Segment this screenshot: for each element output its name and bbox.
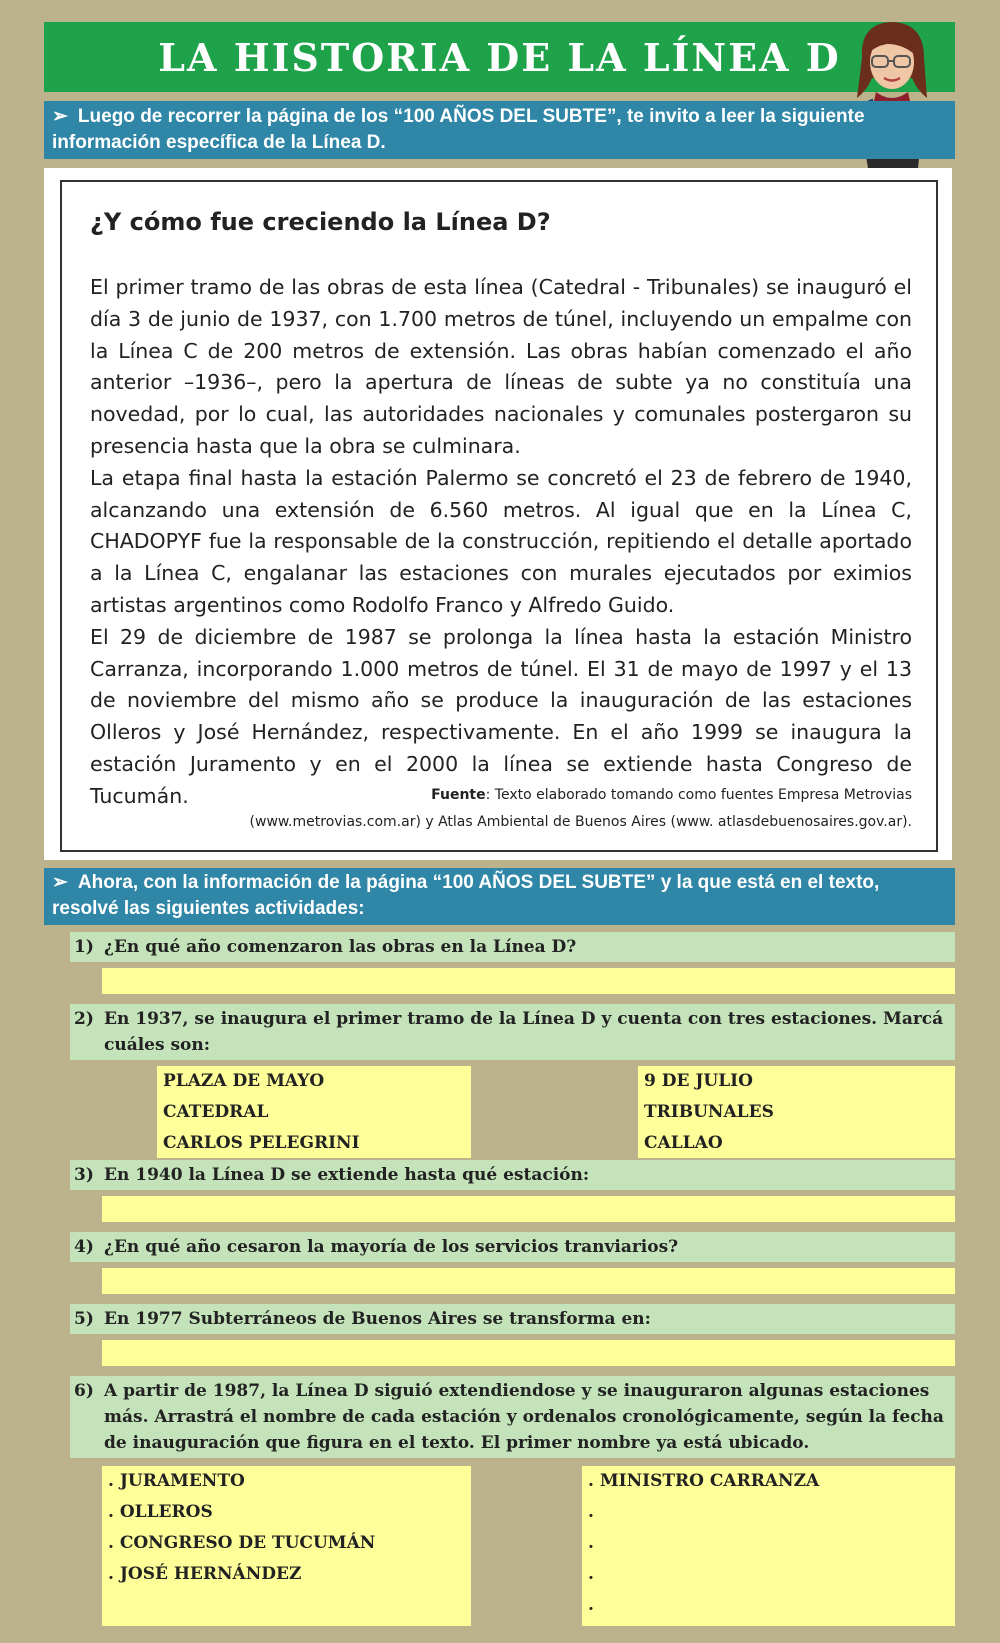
intro-text: Luego de recorrer la página de los “100 AÑOS DEL SUBTE”, te invito a leer la siguiente información específica de la Línea D. bbox=[52, 106, 865, 153]
answer-field-3[interactable] bbox=[102, 1196, 955, 1222]
drag-item-jose-hernandez[interactable]: . JOSÉ HERNÁNDEZ bbox=[108, 1564, 302, 1584]
question-6 bbox=[70, 1376, 955, 1458]
question-text: En 1940 la Línea D se extiende hasta qué estación: bbox=[104, 1165, 590, 1185]
question-number: 3) bbox=[74, 1165, 94, 1185]
question-text: ¿En qué año cesaron la mayoría de los servicios tranviarios? bbox=[104, 1237, 679, 1257]
options-left bbox=[157, 1066, 471, 1158]
answer-field-5[interactable] bbox=[102, 1340, 955, 1366]
question-3 bbox=[70, 1160, 955, 1190]
source-label: Fuente bbox=[431, 787, 486, 803]
source-line-1 bbox=[90, 787, 912, 803]
activities-banner bbox=[44, 868, 955, 925]
drop-slot-5[interactable]: . bbox=[588, 1595, 594, 1615]
question-number: 2) bbox=[74, 1009, 94, 1029]
question-text: En 1937, se inaugura el primer tramo de la Línea D y cuenta con tres estaciones. Marcá cuáles son: bbox=[104, 1009, 944, 1055]
question-text: A partir de 1987, la Línea D siguió extendiendose y se inauguraron algunas estaciones más. Arrastrá el nombre de cada estación y ordenalos cronológicamente, según la fecha de inauguración que figura en el texto. El primer nombre ya está ubicado. bbox=[104, 1381, 944, 1453]
question-number: 4) bbox=[74, 1237, 94, 1257]
drop-slot-3[interactable]: . bbox=[588, 1533, 594, 1553]
question-number: 1) bbox=[74, 937, 94, 957]
drag-item-juramento[interactable]: . JURAMENTO bbox=[108, 1471, 245, 1491]
intro-banner bbox=[44, 101, 955, 159]
drag-source-list bbox=[102, 1466, 471, 1626]
option-tribunales[interactable]: TRIBUNALES bbox=[644, 1102, 774, 1122]
drag-item-congreso-de-tucuman[interactable]: . CONGRESO DE TUCUMÁN bbox=[108, 1533, 376, 1553]
answer-field-4[interactable] bbox=[102, 1268, 955, 1294]
arrow-bullet-icon: ➢ bbox=[52, 872, 68, 893]
reading-title: ¿Y cómo fue creciendo la Línea D? bbox=[90, 208, 551, 236]
options-right bbox=[638, 1066, 955, 1158]
question-number: 5) bbox=[74, 1309, 94, 1329]
arrow-bullet-icon: ➢ bbox=[52, 106, 68, 127]
reading-paragraph-3: El 29 de diciembre de 1987 se prolonga la línea hasta la estación Ministro Carranza, incorporando 1.000 metros de túnel. El 31 de mayo de 1997 y el 13 de noviembre del mismo año se produce la inauguración de las estaciones Olleros y José Hernández, respectivamente. En el año 1999 se inaugura la estación Juramento y en el 2000 la línea se extiende hasta Congreso de Tucumán. bbox=[90, 624, 912, 808]
drag-item-olleros[interactable]: . OLLEROS bbox=[108, 1502, 213, 1522]
drop-slot-1[interactable]: . MINISTRO CARRANZA bbox=[588, 1471, 820, 1491]
option-catedral[interactable]: CATEDRAL bbox=[163, 1102, 269, 1122]
source-line-2: (www.metrovias.com.ar) y Atlas Ambiental de Buenos Aires (www. atlasdebuenosaires.gov.ar). bbox=[249, 814, 912, 830]
answer-field-1[interactable] bbox=[102, 968, 955, 994]
option-9-de-julio[interactable]: 9 DE JULIO bbox=[644, 1071, 753, 1091]
question-4 bbox=[70, 1232, 955, 1262]
page-title: LA HISTORIA DE LA LÍNEA D bbox=[158, 34, 841, 80]
option-callao[interactable]: CALLAO bbox=[644, 1133, 723, 1153]
question-text: En 1977 Subterráneos de Buenos Aires se transforma en: bbox=[104, 1309, 651, 1329]
question-2 bbox=[70, 1004, 955, 1060]
reading-body bbox=[90, 272, 912, 813]
page-title-bar bbox=[44, 22, 955, 92]
option-carlos-pelegrini[interactable]: CARLOS PELEGRINI bbox=[163, 1133, 360, 1153]
source-text: : Texto elaborado tomando como fuentes Empresa Metrovias bbox=[485, 787, 912, 803]
reading-paragraph-1: El primer tramo de las obras de esta línea (Catedral - Tribunales) se inauguró el día 3 de junio de 1937, con 1.700 metros de túnel, incluyendo un empalme con la Línea C de 200 metros de extensión. Las obras habían comenzado el año anterior –1936–, pero la apertura de líneas de subte ya no constituía una novedad, por lo cual, las autoridades nacionales y comunales postergaron su presencia hasta que la obra se culminara. bbox=[90, 275, 912, 458]
question-1 bbox=[70, 932, 955, 962]
drop-slot-4[interactable]: . bbox=[588, 1564, 594, 1584]
question-text: ¿En qué año comenzaron las obras en la Línea D? bbox=[104, 937, 577, 957]
question-number: 6) bbox=[74, 1381, 94, 1401]
drop-slot-2[interactable]: . bbox=[588, 1502, 594, 1522]
question-5 bbox=[70, 1304, 955, 1334]
activities-intro: Ahora, con la información de la página “100 AÑOS DEL SUBTE” y la que está en el texto, resolvé las siguientes actividades: bbox=[52, 872, 880, 919]
option-plaza-de-mayo[interactable]: PLAZA DE MAYO bbox=[163, 1071, 325, 1091]
reading-paragraph-2: La etapa final hasta la estación Palermo se concretó el 23 de febrero de 1940, alcanzando una extensión de 6.560 metros. Al igual que en la Línea C, CHADOPYF fue la responsable de la construcción, repitiendo el detalle aportado a la Línea C, engalanar las estaciones con murales ejecutados por eximios artistas argentinos como Rodolfo Franco y Alfredo Guido. bbox=[90, 465, 912, 617]
drop-target-list bbox=[582, 1466, 955, 1626]
